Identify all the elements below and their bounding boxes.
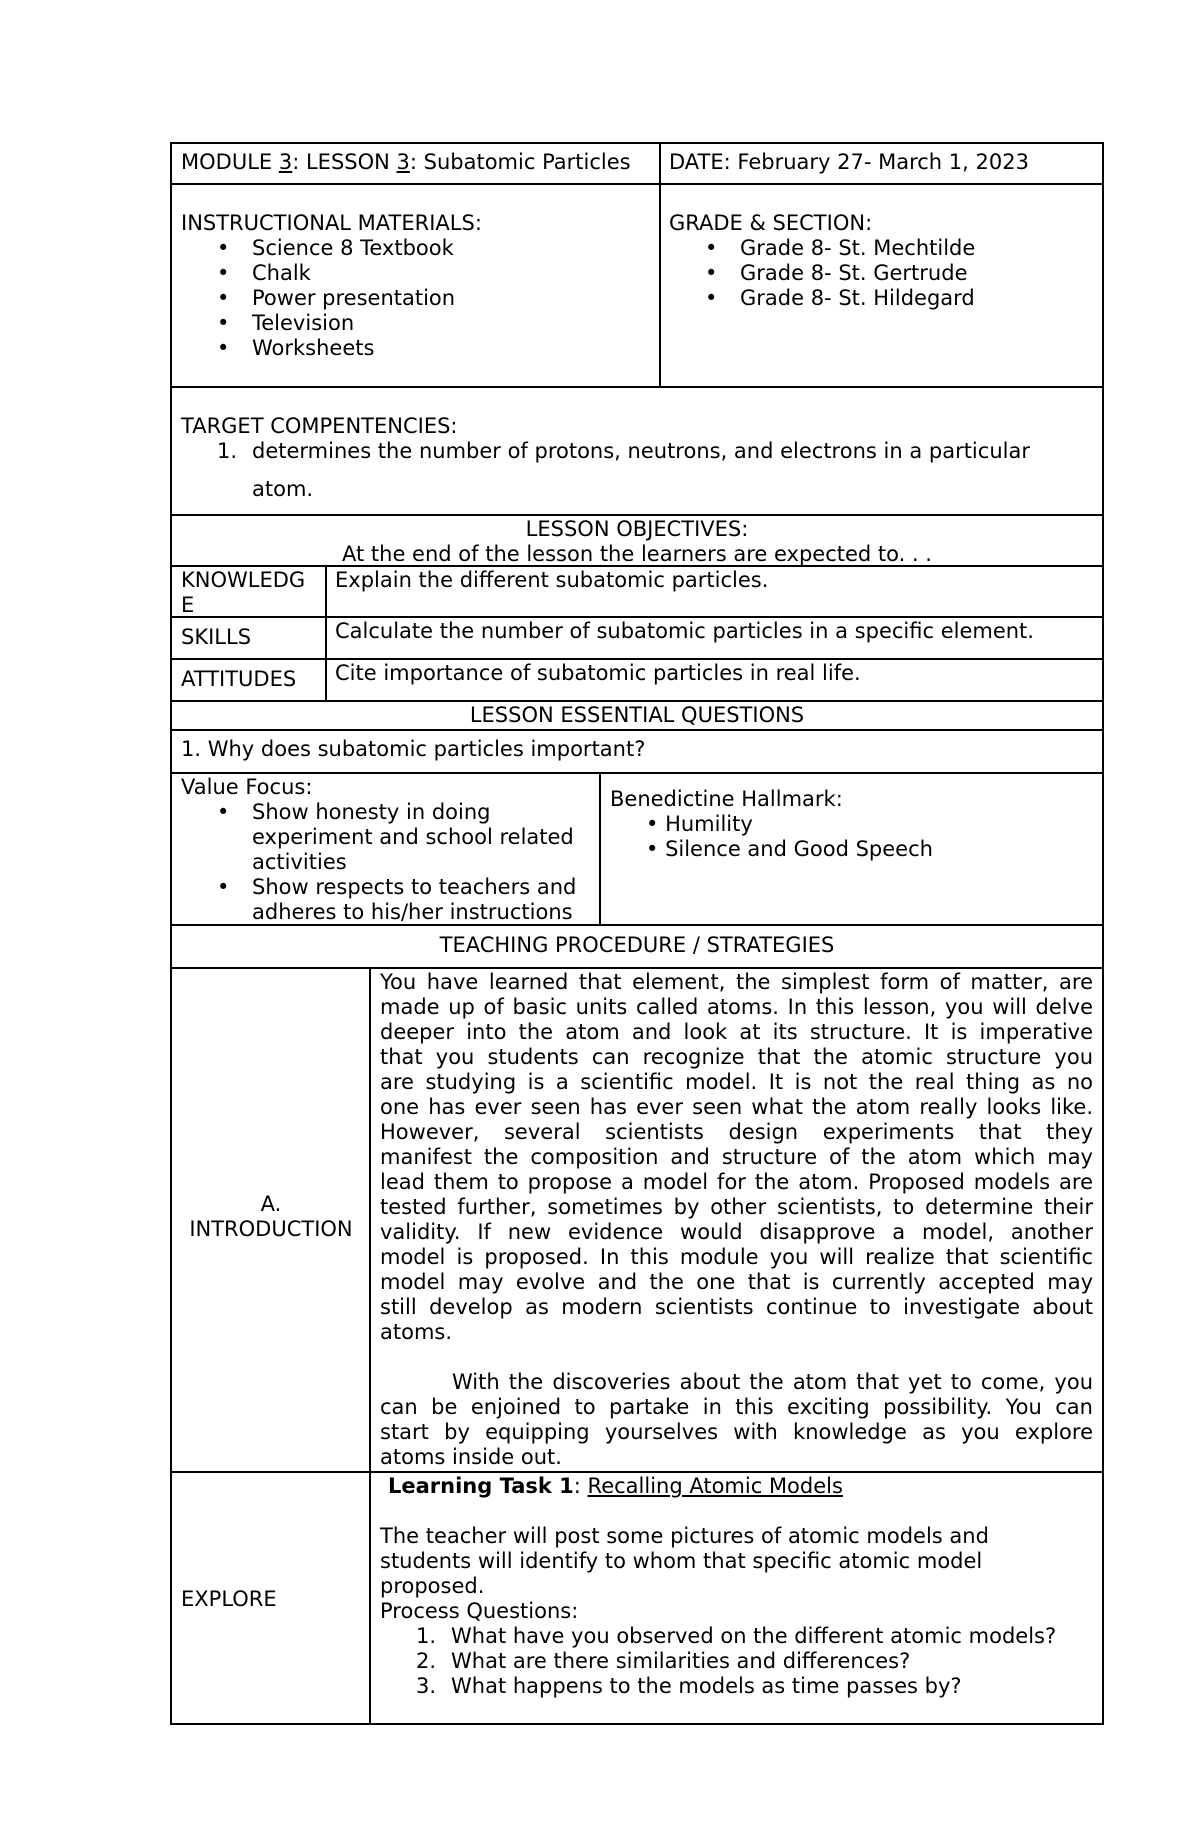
introduction-row [170, 967, 1104, 1471]
grade-cell [660, 185, 1102, 386]
text-line: that you students can recognize that the atomic structure you [380, 1045, 1093, 1069]
process-questions-label: Process Questions: [380, 1599, 579, 1623]
value-focus-list [181, 800, 593, 925]
process-questions-list [380, 1624, 1093, 1699]
lesson-date: DATE: February 27- March 1, 2023 [669, 150, 1029, 174]
objective-text: Cite importance of subatomic particles in real life. [335, 661, 861, 685]
hallmark-label: Benedictine Hallmark: [610, 787, 843, 811]
list-item: • Television [181, 311, 651, 336]
grade-list [669, 236, 1093, 311]
explore-description [380, 1524, 1093, 1599]
text-line: can be enjoined to partake in this exciting possibility. You can [380, 1395, 1093, 1419]
materials-list [181, 236, 651, 361]
introduction-paragraph [380, 970, 1093, 1345]
objective-row [170, 616, 1104, 658]
objectives-header [172, 516, 1102, 565]
header-row [170, 142, 1104, 183]
text-line: atoms inside out. [380, 1445, 562, 1469]
text-line: model may evolve and the one that is currently accepted may [380, 1270, 1093, 1294]
lesson-plan-table [170, 142, 1104, 1725]
objective-text: Calculate the number of subatomic particles in a specific element. [335, 619, 1034, 643]
text-line: You have learned that element, the simplest form of matter, are [380, 970, 1093, 994]
objective-row [170, 658, 1104, 700]
text-line: validity. If new evidence would disapprove a model, another [380, 1220, 1093, 1244]
competencies-label: TARGET COMPENTENCIES: [181, 414, 458, 438]
text-line: deeper into the atom and look at its structure. It is imperative [380, 1020, 1093, 1044]
hallmark-list [610, 812, 1093, 862]
text-line: start by equipping yourselves with knowledge as you explore [380, 1420, 1093, 1444]
introduction-label: A. INTRODUCTION [189, 1192, 353, 1241]
list-item: 1. What have you observed on the different atomic models? [416, 1624, 1057, 1648]
text-line: still develop as modern scientists continue to investigate about [380, 1295, 1093, 1319]
grade-label: GRADE & SECTION: [669, 211, 873, 235]
list-item: • Science 8 Textbook [181, 236, 651, 261]
essential-header-row [170, 700, 1104, 729]
text-line: tested further, sometimes by other scientists, to determine their [380, 1195, 1093, 1219]
text-line: lead them to propose a model for the atom. Proposed models are [380, 1170, 1093, 1194]
list-item: • Grade 8- St. Hildegard [669, 286, 1093, 311]
list-item: • Worksheets [181, 336, 651, 361]
text-line: students will identify to whom that specific atomic model [380, 1549, 983, 1573]
lesson-number: 3 [396, 150, 410, 174]
materials-cell [172, 185, 660, 386]
list-item: 3. What happens to the models as time passes by? [416, 1674, 962, 1698]
essential-question-row [170, 729, 1104, 772]
competencies-cell [172, 388, 1102, 514]
objective-label: KNOWLEDG E [181, 568, 306, 617]
values-row [170, 772, 1104, 924]
objective-label: SKILLS [181, 625, 252, 649]
module-cell [172, 144, 660, 183]
value-focus-cell [172, 774, 602, 924]
list-item: • Grade 8- St. Mechtilde [669, 236, 1093, 261]
list-item: • Show honesty in doing experiment and school related activities [181, 800, 593, 875]
materials-label: INSTRUCTIONAL MATERIALS: [181, 211, 482, 235]
list-item: • Chalk [181, 261, 651, 286]
date-cell [660, 144, 1102, 183]
objective-text: Explain the different subatomic particles. [335, 568, 769, 592]
text-line: proposed. [380, 1574, 485, 1598]
text-line: However, several scientists design experiments that they [380, 1120, 1093, 1144]
lesson-prefix: : LESSON [292, 150, 397, 174]
objective-row [170, 565, 1104, 616]
materials-row [170, 183, 1104, 386]
procedure-title: TEACHING PROCEDURE / STRATEGIES [439, 933, 835, 957]
text-line: made up of basic units called atoms. In this lesson, you will delve [380, 995, 1093, 1019]
module-prefix: MODULE [181, 150, 279, 174]
explore-row [170, 1471, 1104, 1725]
objective-label: ATTITUDES [181, 667, 297, 691]
list-item: 1. determines the number of protons, neutrons, and electrons in a particular atom. [217, 439, 1030, 501]
procedure-header-row [170, 924, 1104, 967]
module-number: 3 [278, 150, 293, 174]
text-line: model is proposed. In this module you will realize that scientific [380, 1245, 1093, 1269]
text-line: are studying is a scientific model. It is not the real thing as no [380, 1070, 1093, 1094]
objectives-header-row [170, 514, 1104, 565]
hallmark-cell [601, 774, 1102, 924]
list-item: • Humility [646, 812, 753, 836]
essential-question: 1. Why does subatomic particles important? [181, 737, 646, 761]
value-focus-label: Value Focus: [181, 775, 313, 799]
learning-task-heading: Learning Task 1: Recalling Atomic Models [388, 1474, 843, 1498]
text-line: With the discoveries about the atom that yet to come, you [452, 1370, 1093, 1394]
competencies-list [181, 439, 1093, 502]
text-line: manifest the composition and structure of the atom which may [380, 1145, 1093, 1169]
text-line: The teacher will post some pictures of atomic models and [380, 1524, 989, 1548]
text-line: one has ever seen has ever seen what the atom really looks like. [380, 1095, 1093, 1119]
text-line: atoms. [380, 1320, 453, 1344]
list-item: • Power presentation [181, 286, 651, 311]
list-item: • Silence and Good Speech [646, 837, 933, 861]
essential-title: LESSON ESSENTIAL QUESTIONS [469, 703, 805, 727]
objectives-title: LESSON OBJECTIVES: [525, 517, 749, 541]
introduction-paragraph [380, 1370, 1093, 1470]
objectives-subtitle: At the end of the lesson the learners are expected to. . . [342, 542, 932, 566]
lesson-title: : Subatomic Particles [409, 150, 631, 174]
list-item: 2. What are there similarities and differences? [416, 1649, 911, 1673]
list-item: • Grade 8- St. Gertrude [669, 261, 1093, 286]
explore-content [371, 1473, 1102, 1723]
introduction-text [371, 969, 1102, 1471]
explore-label: EXPLORE [181, 1587, 277, 1611]
competencies-row [170, 386, 1104, 514]
list-item: • Show respects to teachers and adheres to his/her instructions [181, 875, 593, 925]
